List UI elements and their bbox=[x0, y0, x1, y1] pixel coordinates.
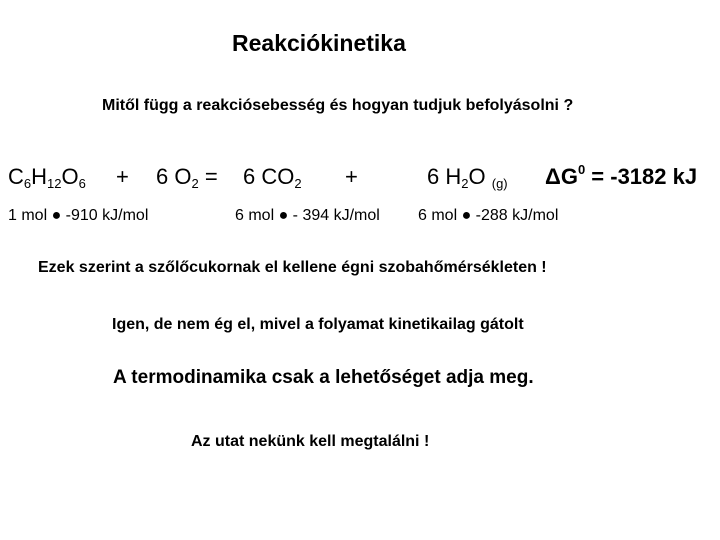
page-title: Reakciókinetika bbox=[232, 30, 406, 56]
statement-2: Igen, de nem ég el, mivel a folyamat kinetikailag gátolt bbox=[112, 316, 524, 333]
delta-g-value: $\Delta G^0 = -3182$ kJ bbox=[545, 162, 698, 189]
statement-1: Ezek szerint a szőlőcukornak el kellene égni szobahőmérsékleten ! bbox=[38, 259, 547, 276]
water-energy: 6 mol ● -288 kJ/mol bbox=[418, 207, 559, 224]
glucose-energy: 1 mol ● -910 kJ/mol bbox=[8, 207, 149, 224]
statement-4: Az utat nekünk kell megtalálni ! bbox=[191, 433, 430, 450]
oxygen-formula: 6 $O_2$ = bbox=[156, 164, 218, 191]
water-formula: 6 $H_2O$ (g) bbox=[427, 164, 508, 191]
co2-energy: 6 mol ● - 394 kJ/mol bbox=[235, 207, 380, 224]
plus-sign-2: + bbox=[345, 164, 358, 189]
question-text: Mitől függ a reakciósebesség és hogyan tudjuk befolyásolni ? bbox=[102, 97, 574, 114]
statement-3: A termodinamika csak a lehetőséget adja meg. bbox=[113, 367, 534, 388]
plus-sign-1: + bbox=[116, 164, 129, 189]
glucose-formula: $C_6H_{12}O_6$ bbox=[8, 164, 86, 191]
co2-formula: 6 $CO_2$ bbox=[243, 164, 302, 191]
